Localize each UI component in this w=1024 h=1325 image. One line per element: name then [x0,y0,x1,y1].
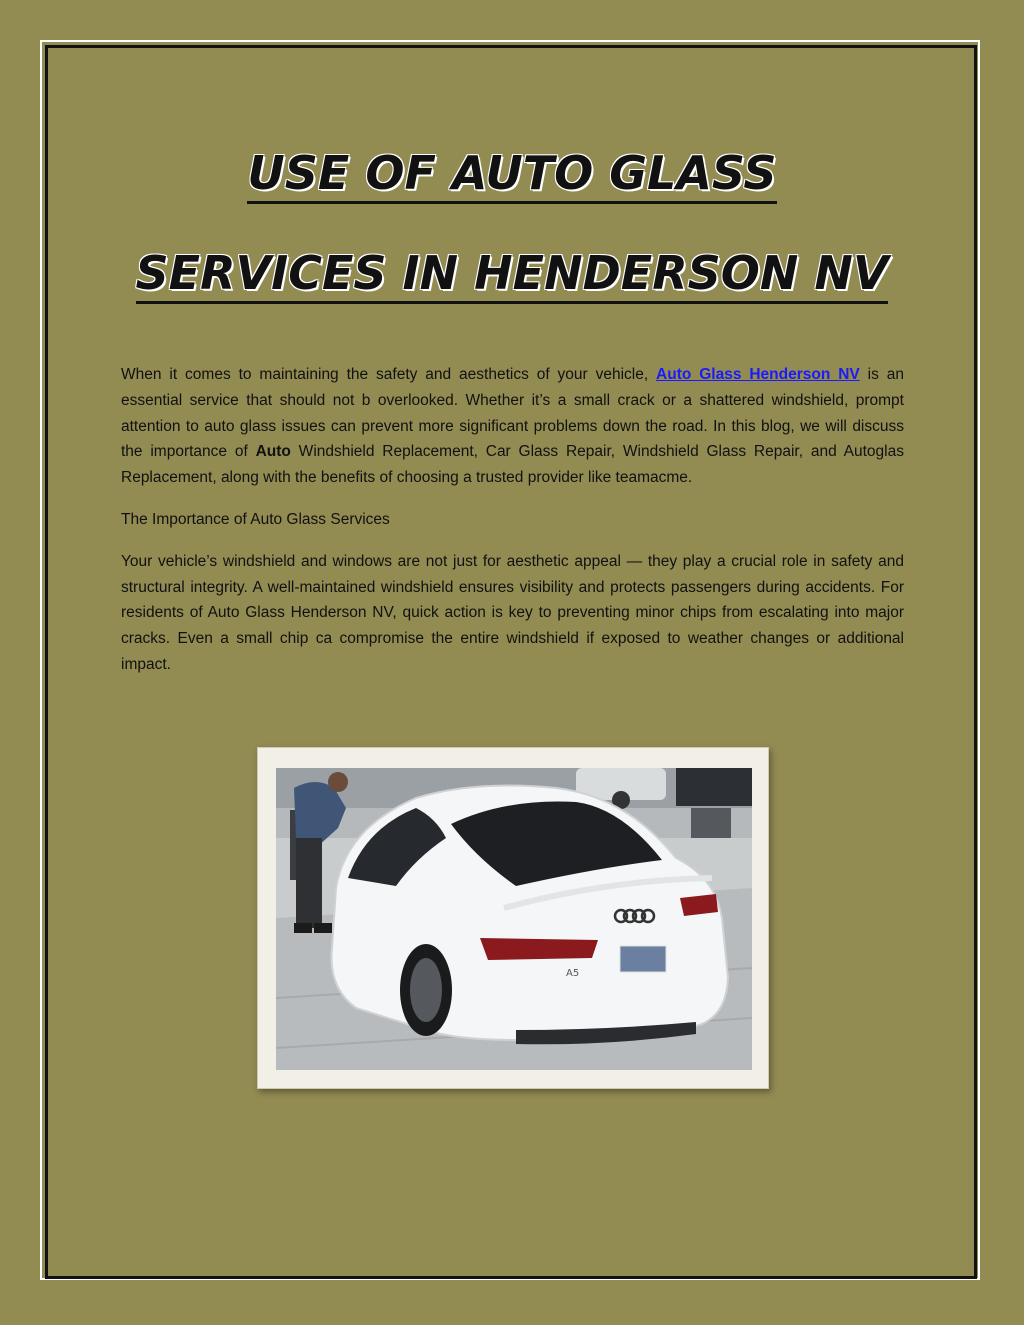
intro-paragraph [121,362,904,491]
page-title [100,130,924,330]
intro-text-end: Windshield Replacement, Car Glass Repair, Windshield Glass Repair, and Autoglas Replacement, along with the benefits of choosing a trusted provider like teamacme. [121,443,904,487]
photo-frame [257,747,769,1089]
auto-glass-henderson-link[interactable]: Auto Glass Henderson NV [656,366,860,383]
white-audi-illustration [276,768,752,1070]
section-heading: The Importance of Auto Glass Services [121,510,390,528]
importance-paragraph: Your vehicle’s windshield and windows are not just for aesthetic appeal — they play a crucial role in safety and structural integrity. A well-maintained windshield ensures visibility and protects passengers during accidents. For residents of Auto Glass Henderson NV, quick action is key to preventing minor chips from escalating into major cracks. Even a small chip ca compromise the entire windshield if exposed to weather changes or additional impact. [121,552,904,673]
car-badge-text: A5 [566,968,580,979]
car-photo [276,768,752,1070]
intro-text-start: When it comes to maintaining the safety and aesthetics of your vehicle, [121,366,657,383]
article-body [121,362,904,694]
title-line-1: USE OF AUTO GLASS [247,145,776,204]
title-line-2: SERVICES IN HENDERSON NV [136,245,889,304]
intro-text-middle: is an essential service that should not b overlooked. Whether it’s a small crack or a shattered windshield, prompt attention to auto glass issues can prevent more significant problems down the road. In this blog, we will discuss the importance of [121,366,904,461]
intro-bold-word: Auto [255,443,291,461]
